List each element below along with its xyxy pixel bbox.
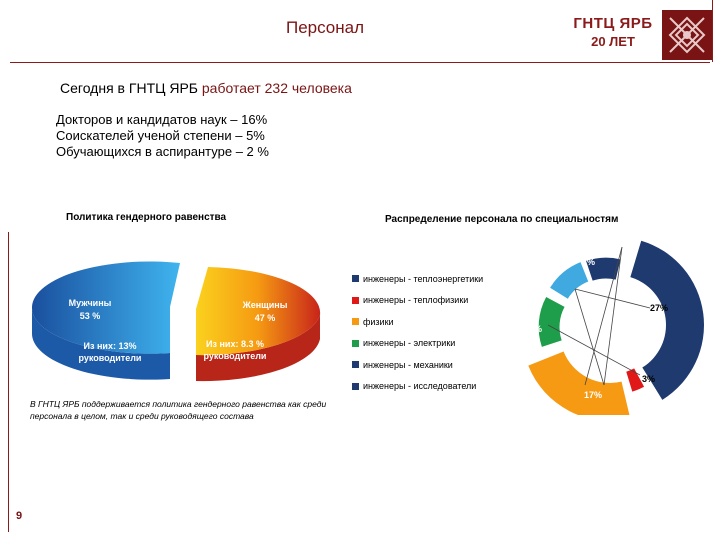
label-7: 7% [582, 257, 596, 267]
legend-item: инженеры - механики [352, 354, 483, 376]
header-divider-vertical [712, 0, 713, 62]
legend-item: инженеры - электрики [352, 333, 483, 355]
legend-swatch [352, 275, 359, 282]
intro-prefix: Сегодня в ГНТЦ ЯРБ [60, 80, 198, 96]
legend-item: инженеры - теплофизики [352, 290, 483, 312]
label-27: 27% [650, 303, 669, 313]
left-divider [8, 232, 9, 532]
label-women-mgmt: Из них: 8.3 % [206, 339, 264, 349]
specialty-chart-title: Распределение персонала по специальностям [385, 214, 619, 225]
logo-icon [662, 10, 712, 60]
logo-subtitle: 20 ЛЕТ [591, 34, 635, 49]
stat-item: Обучающихся в аспирантуре – 2 % [56, 144, 269, 159]
legend-swatch [352, 297, 359, 304]
stats-list [56, 112, 269, 160]
label-women-mgmt-2: руководители [203, 351, 267, 361]
specialty-slices [528, 241, 704, 415]
stat-item: Докторов и кандидатов наук – 16% [56, 112, 268, 127]
legend-swatch [352, 340, 359, 347]
label-men: Мужчины [68, 298, 112, 308]
label-17: 17% [584, 390, 603, 400]
legend-item: физики [352, 311, 483, 333]
page-number: 9 [16, 510, 23, 522]
label-3: 3% [642, 374, 656, 384]
gender-chart-title: Политика гендерного равенства [66, 212, 227, 223]
page-title: Персонал [285, 18, 365, 37]
specialty-pie-chart [500, 235, 710, 415]
gender-note: В ГНТЦ ЯРБ поддерживается политика гендерного равенства как среди персонала в целом, так и среди руководящего состава [30, 399, 327, 421]
label-women-pct: 47 % [254, 313, 276, 323]
label-men-mgmt: Из них: 13% [83, 341, 137, 351]
label-men-pct: 53 % [79, 311, 101, 321]
legend-item: инженеры - теплоэнергетики [352, 268, 483, 290]
label-10: 10% [524, 324, 543, 334]
legend-swatch [352, 361, 359, 368]
slice-teplofiziki [550, 262, 588, 299]
slice-elektriki [539, 297, 565, 347]
legend-swatch [352, 383, 359, 390]
label-men-mgmt-2: руководители [78, 353, 142, 363]
intro-highlight: работает 232 человека [201, 80, 352, 96]
header-divider [10, 62, 710, 63]
intro-line [60, 80, 352, 96]
gender-pie-chart [20, 255, 340, 390]
logo-text: ГНТЦ ЯРБ [573, 15, 653, 32]
legend-swatch [352, 318, 359, 325]
label-8: 8% [540, 277, 554, 287]
legend-item: инженеры - исследователи [352, 376, 483, 398]
stat-item: Соискателей ученой степени – 5% [56, 128, 265, 143]
label-women: Женщины [242, 300, 288, 310]
specialty-legend [352, 268, 483, 397]
